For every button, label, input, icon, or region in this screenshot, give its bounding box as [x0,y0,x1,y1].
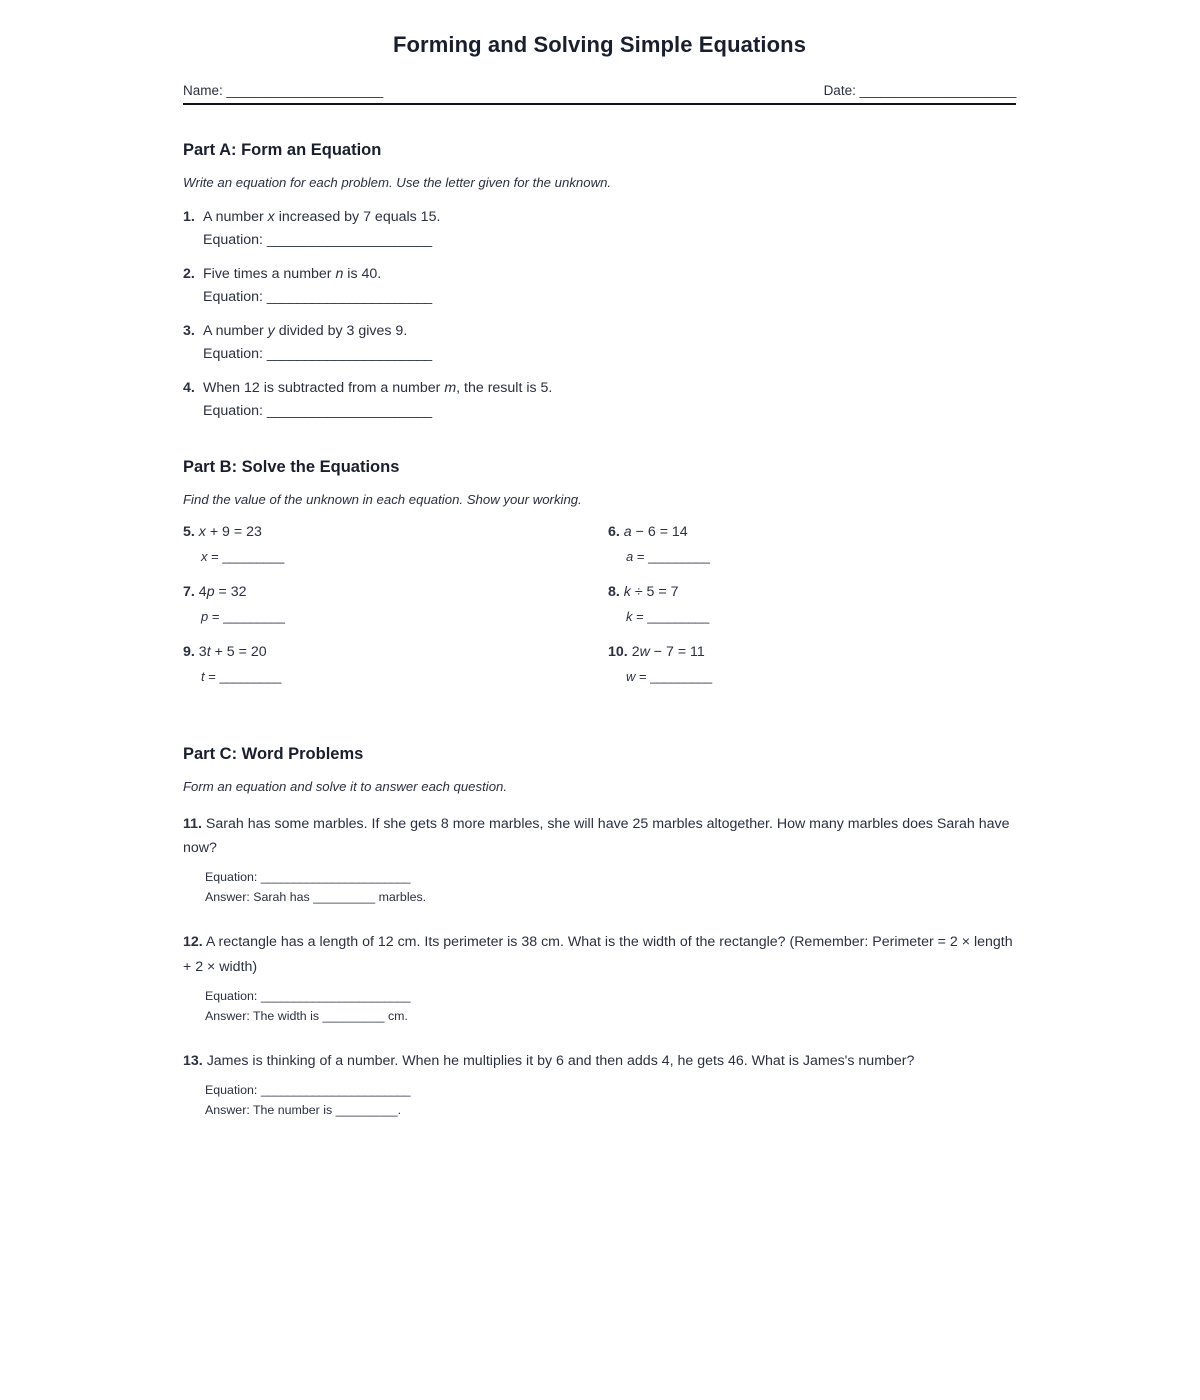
part-b-heading: Part B: Solve the Equations [183,458,400,476]
answer-input-blank[interactable]: _________ [650,669,712,684]
question-number: 6. [608,524,620,540]
word-problem-text [183,1049,1016,1073]
equation-row[interactable] [205,1080,1016,1100]
part-c-heading: Part C: Word Problems [183,745,364,763]
answer-row[interactable] [183,232,1016,248]
answer-block [183,986,1016,1026]
question-variable: y [267,323,275,339]
equation-text [183,524,608,540]
answer-input-blank[interactable]: _________ [219,669,281,684]
question-text-after: is 40. [343,266,382,282]
equation-text [183,584,608,600]
list-item [183,930,1016,1025]
equation-label: Equation: [203,289,263,305]
equation-coefficient: 4 [198,584,207,600]
question-text-before: Five times a number [203,266,336,282]
answer-variable: w [626,669,636,684]
answer-row[interactable] [608,609,1016,624]
answer-variable: x [201,549,208,564]
equation-rest: − 7 = 11 [649,644,705,660]
equation-coefficient: 3 [198,644,207,660]
equation-variable: t [206,644,211,660]
answer-equals: = [204,669,220,684]
question-number: 5. [183,524,195,540]
answer-variable: p [201,609,209,624]
part-b-instruction: Find the value of the unknown in each equation. Show your working. [183,492,582,507]
word-problem-text [183,930,1016,978]
answer-input-blank[interactable]: _________ [648,549,710,564]
list-item [183,209,1016,248]
equation-variable: p [206,584,215,600]
equation-rest: + 5 = 20 [210,644,267,660]
list-item [608,524,1016,564]
answer-equals: = [207,549,223,564]
part-c-instruction: Form an equation and solve it to answer each question. [183,779,508,794]
question-number: 7. [183,584,195,600]
equation-rest: ÷ 5 = 7 [630,584,679,600]
equation-input-blank[interactable]: ______________________ [266,289,432,305]
answer-row[interactable] [183,609,608,624]
question-number: 8. [608,584,620,600]
answer-equals: = [635,669,651,684]
question-number: 10. [608,644,628,660]
name-date-row [183,83,1016,98]
list-item [183,266,1016,305]
name-field[interactable] [183,83,383,98]
question-number: 3. [183,323,195,339]
list-item [183,1049,1016,1120]
part-b-equation-grid [183,524,1016,704]
list-item [608,644,1016,684]
question-variable: n [335,266,344,282]
equation-variable: a [623,524,632,540]
equation-text [608,584,1016,600]
answer-input-blank[interactable]: _________ [222,549,284,564]
question-body: Sarah has some marbles. If she gets 8 more marbles, she will have 25 marbles altogether. How many marbles does Sarah have now? [183,816,1010,857]
equation-rest: = 32 [214,584,247,600]
answer-equals: = [208,609,224,624]
answer-variable: k [626,609,633,624]
equation-input-blank[interactable]: _______________________ [260,1083,411,1098]
question-number: 11. [183,816,202,832]
answer-row[interactable]: Answer: The width is _________ cm. [205,1008,408,1023]
header-divider [183,103,1016,105]
name-label: Name: [183,83,223,98]
equation-input-blank[interactable]: _______________________ [260,988,411,1003]
question-number: 2. [183,266,195,282]
equation-label: Equation: [205,988,258,1003]
equation-input-blank[interactable]: ______________________ [266,232,432,248]
equation-variable: x [198,524,206,540]
question-text [183,323,1016,339]
part-a-question-list [183,209,1016,419]
question-text-before: A number [203,209,268,225]
equation-text [608,524,1016,540]
question-variable: x [267,209,275,225]
equation-input-blank[interactable]: ______________________ [266,403,432,419]
question-text [183,209,1016,225]
part-c-question-list [183,812,1016,1120]
list-item [183,380,1016,419]
equation-label: Equation: [203,232,263,248]
equation-label: Equation: [205,1083,258,1098]
answer-row[interactable]: Answer: Sarah has _________ marbles. [205,890,427,905]
answer-row[interactable] [183,669,608,684]
equation-label: Equation: [203,403,263,419]
answer-row[interactable]: Answer: The number is _________. [205,1103,402,1118]
answer-input-blank[interactable]: _________ [223,609,285,624]
equation-input-blank[interactable]: ______________________ [266,346,432,362]
page-title: Forming and Solving Simple Equations [392,32,807,57]
question-number: 12. [183,934,203,951]
answer-row[interactable] [608,669,1016,684]
answer-row[interactable] [608,549,1016,564]
question-number: 9. [183,644,195,660]
question-number: 1. [183,209,195,225]
answer-row[interactable] [183,346,1016,362]
part-a-instruction: Write an equation for each problem. Use the letter given for the unknown. [183,175,612,190]
question-text-before: When 12 is subtracted from a number [203,380,445,396]
answer-row[interactable] [183,403,1016,419]
equation-label: Equation: [203,346,263,362]
answer-variable: a [626,549,634,564]
answer-row[interactable] [183,549,608,564]
equation-row[interactable] [205,986,1016,1006]
list-item [183,323,1016,362]
date-label: Date: [823,83,856,98]
word-problem-text [183,812,1016,860]
name-input-blank[interactable]: ______________________ [226,83,383,98]
list-item [183,524,608,564]
part-a-heading: Part A: Form an Equation [183,141,382,159]
answer-input-blank[interactable]: _________ [647,609,709,624]
question-body: A rectangle has a length of 12 cm. Its perimeter is 38 cm. What is the width of the rectangle? (Remember: Perimeter = 2 × length + 2 × width) [183,934,1013,975]
question-text-after: divided by 3 gives 9. [274,323,408,339]
date-field[interactable] [824,83,1016,98]
date-input-blank[interactable]: ______________________ [859,83,1016,98]
answer-variable: t [201,669,205,684]
equation-row[interactable] [205,867,1016,887]
equation-text [183,644,608,660]
question-body: James is thinking of a number. When he multiplies it by 6 and then adds 4, he gets 46. What is James's number? [206,1052,915,1069]
equation-rest: + 9 = 23 [205,524,262,540]
answer-equals: = [632,609,648,624]
equation-label: Equation: [205,870,258,885]
question-text [183,266,1016,282]
answer-block [183,1080,1016,1120]
equation-rest: − 6 = 14 [631,524,688,540]
equation-variable: k [623,584,631,600]
list-item [608,584,1016,624]
answer-equals: = [633,549,649,564]
question-number: 13. [183,1052,203,1069]
answer-row[interactable] [183,289,1016,305]
list-item [183,584,608,624]
worksheet-body [183,0,1016,1120]
list-item [183,812,1016,907]
list-item [183,644,608,684]
question-text-after: increased by 7 equals 15. [274,209,441,225]
question-text [183,380,1016,396]
question-text-after: , the result is 5. [456,380,553,396]
equation-input-blank[interactable]: _______________________ [260,870,411,885]
question-variable: m [444,380,457,396]
equation-coefficient: 2 [631,644,640,660]
equation-text [608,644,1016,660]
question-text-before: A number [203,323,268,339]
equation-variable: w [639,644,650,660]
answer-block [183,867,1016,907]
question-number: 4. [183,380,195,396]
